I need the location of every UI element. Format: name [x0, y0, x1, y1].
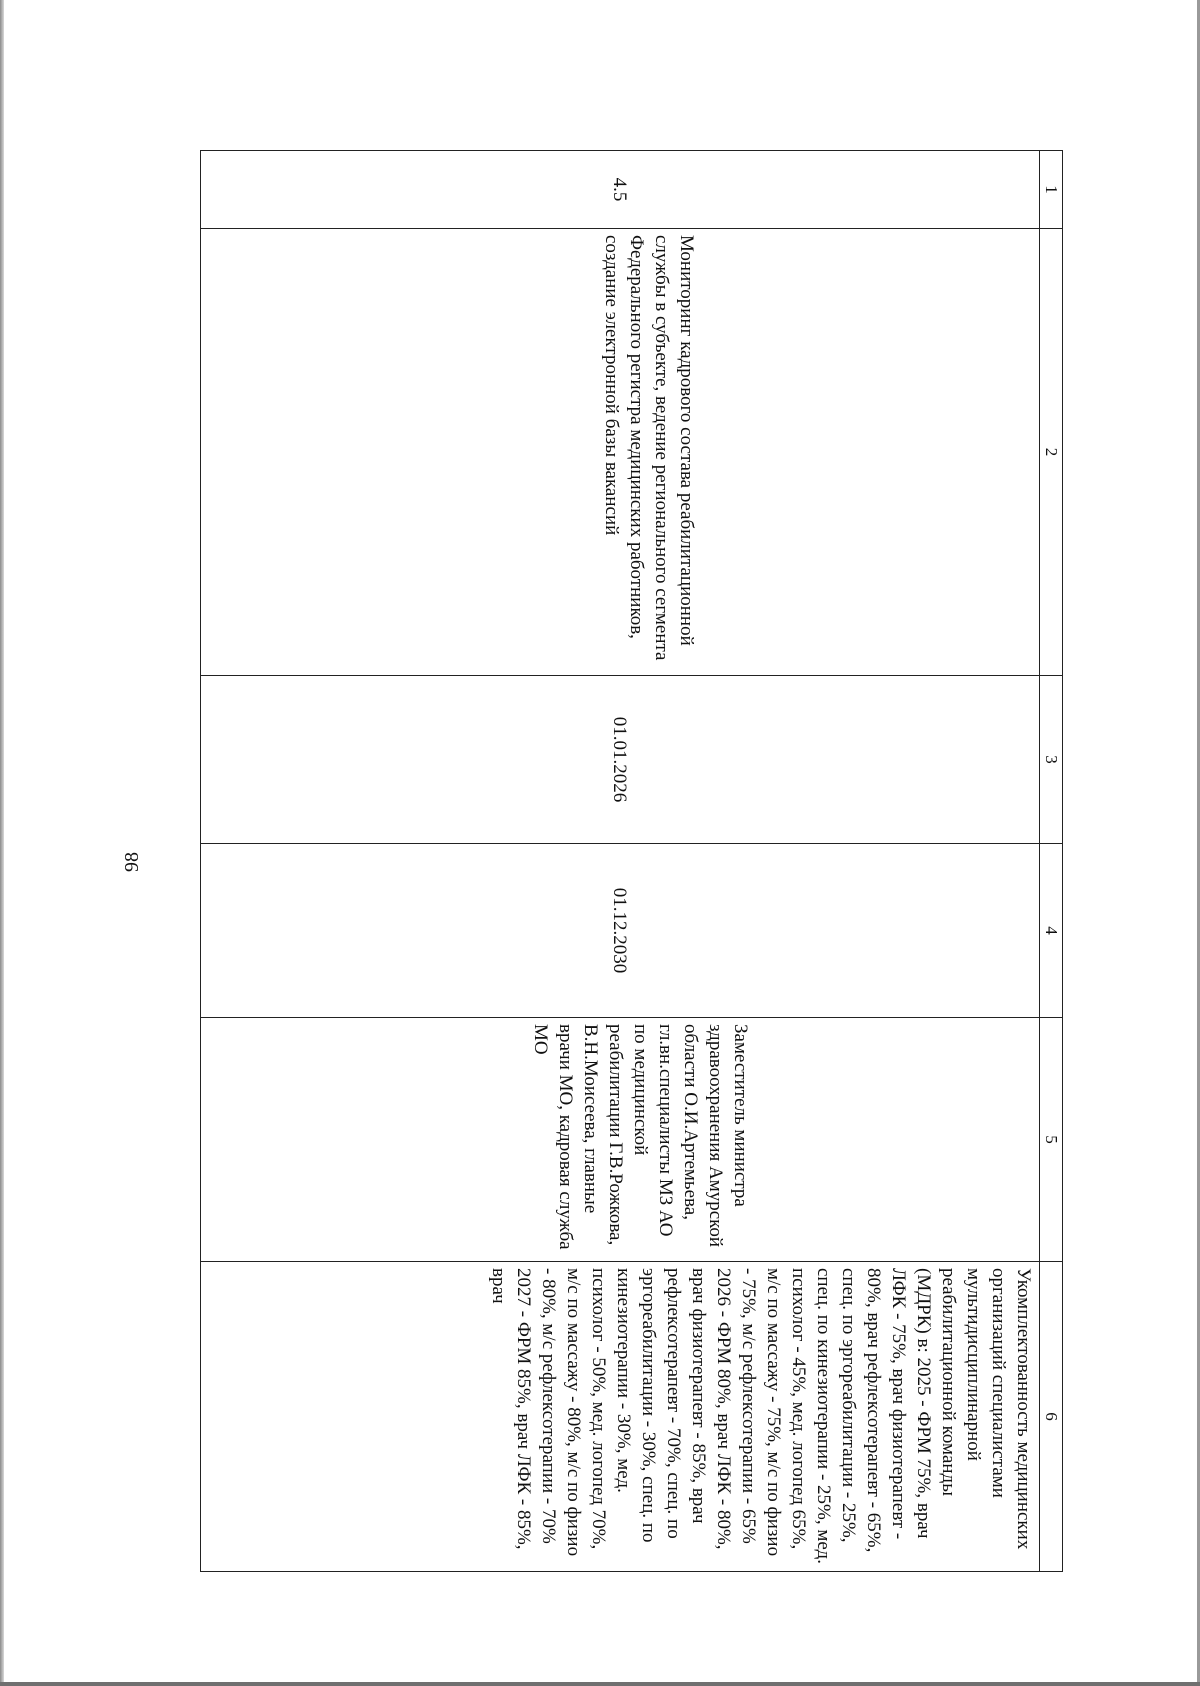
table-header-row [1040, 151, 1063, 1572]
rotated-table-sheet [200, 150, 1063, 1571]
table-row [201, 151, 1040, 1572]
responsible-persons: Заместитель министра здравоохранения Амурской области О.И.Артемьева, гл.вн.специалисты МЗ АО по медицинской реабилитации Г.В.Рожкова, В.Н.Моисеева, главные врачи МО, кадровая служба МО [201, 1018, 1040, 1262]
header-col-5: 5 [1040, 1018, 1063, 1262]
scan-edge-bottom [0, 1682, 1200, 1686]
header-col-4: 4 [1040, 844, 1063, 1018]
header-col-2: 2 [1040, 229, 1063, 676]
start-date: 01.01.2026 [201, 676, 1040, 844]
row-number: 4.5 [201, 151, 1040, 229]
header-col-1: 1 [1040, 151, 1063, 229]
event-description: Мониторинг кадрового состава реабилитационной службы в субъекте, ведение регионального сегмента Федерального регистра медицинских работников, создание электронной базы вакансий [201, 229, 1040, 676]
scan-edge-left [0, 0, 4, 1686]
plan-table [200, 150, 1063, 1572]
expected-result: Укомплектованность медицинских организаций специалистами мультидисциплинарной реабилитационной команды (МДРК) в: 2025 - ФРМ 75%, врач ЛФК - 75%, врач физиотерапевт - 80%, врач рефлексотерапевт - 65%, спец. по эргореабилитации - 25%, спец. по кинезиотерапии - 25%, мед. психолог - 45%, мед. логопед 65%, м/с по массажу - 75%, м/с по физио - 75%, м/с рефлексотерапии - 65% 2026 - ФРМ 80%, врач ЛФК - 80%, врач физиотерапевт - 85%, врач рефлексотерапевт - 70%, спец. по эргореабилитации - 30%, спец. по кинезиотерапии - 30%, мед. психолог - 50%, мед. логопед 70%, м/с по массажу - 80%, м/с по физио - 80%, м/с рефлексотерапии - 70% 2027 - ФРМ 85%, врач ЛФК - 85%, врач [201, 1262, 1040, 1572]
header-col-6: 6 [1040, 1262, 1063, 1572]
page-number: 98 [121, 852, 143, 872]
end-date: 01.12.2030 [201, 844, 1040, 1018]
header-col-3: 3 [1040, 676, 1063, 844]
